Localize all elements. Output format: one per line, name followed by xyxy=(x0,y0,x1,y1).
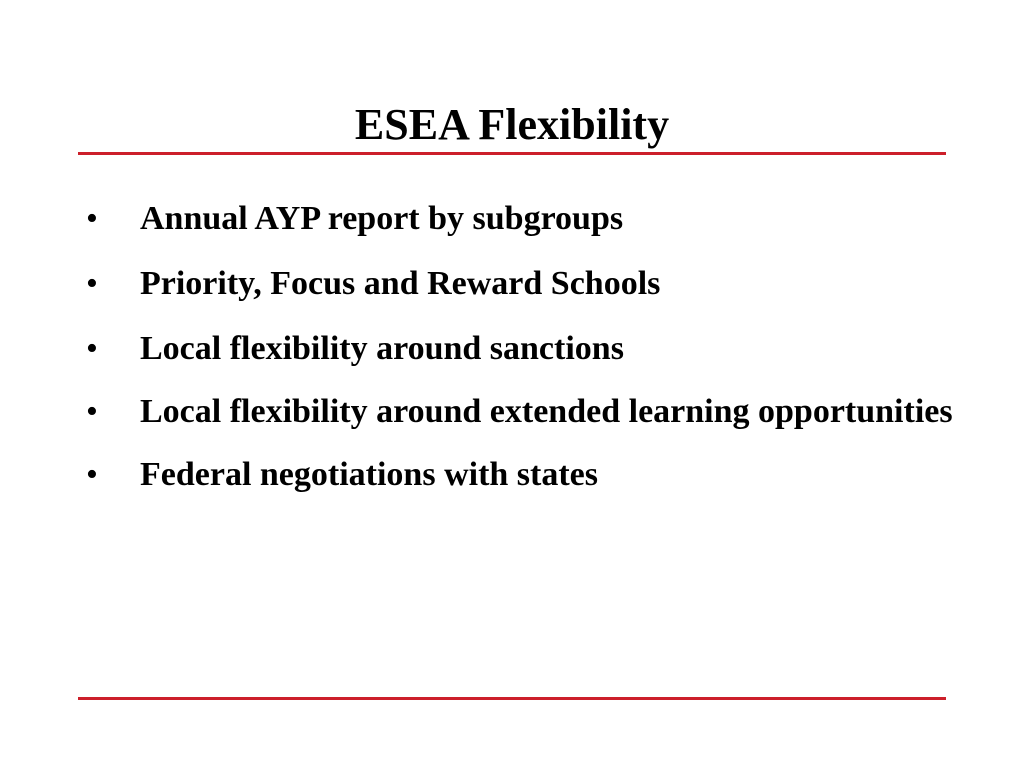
bullet-item xyxy=(86,257,966,311)
bullet-icon: • xyxy=(86,265,98,302)
bullet-icon: • xyxy=(86,200,98,237)
bullet-icon: • xyxy=(86,330,98,367)
bullet-item xyxy=(86,448,966,502)
bullet-item xyxy=(86,192,966,246)
footer-divider xyxy=(78,697,946,700)
title-divider xyxy=(78,152,946,155)
bullet-icon: • xyxy=(86,393,98,430)
bullet-text: Local flexibility around sanctions xyxy=(140,330,624,367)
bullet-item xyxy=(86,387,966,437)
bullet-item xyxy=(86,322,966,376)
bullet-list xyxy=(86,192,966,513)
bullet-text: Priority, Focus and Reward Schools xyxy=(140,265,661,302)
bullet-text: Annual AYP report by subgroups xyxy=(140,200,624,237)
bullet-text: Federal negotiations with states xyxy=(140,456,599,493)
bullet-text: Local flexibility around extended learning opportunities xyxy=(140,393,953,430)
slide-title: ESEA Flexibility xyxy=(354,100,670,149)
bullet-icon: • xyxy=(86,456,98,493)
